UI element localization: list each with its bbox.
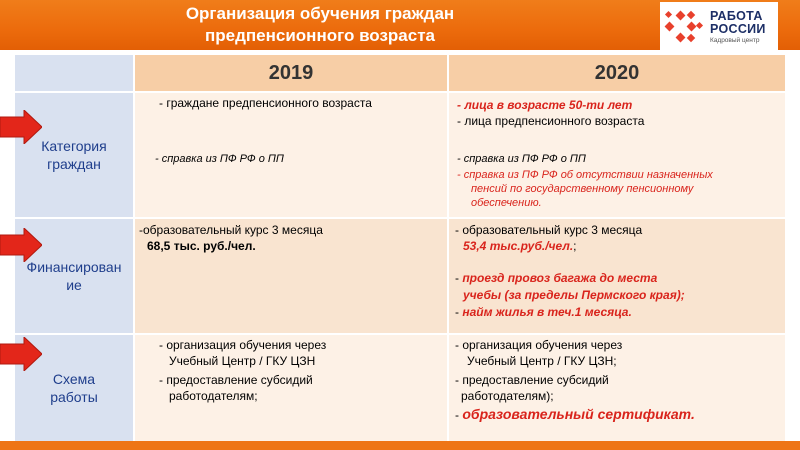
logo-text-line-2: РОССИИ [710, 22, 766, 36]
cell-text: 68,5 тыс. руб./чел. [147, 239, 256, 253]
certificate-text: образовательный сертификат. [462, 406, 695, 422]
cell-category-2019 [135, 93, 447, 217]
cell-text: работодателям; [169, 389, 258, 403]
cell-text: - образовательный курс 3 месяца [455, 223, 643, 237]
cell-text: - лица предпенсионного возраста [457, 114, 645, 128]
red-arrow-icon [0, 337, 42, 371]
cell-text [455, 407, 695, 423]
cell-text [463, 239, 577, 254]
cell-text: Учебный Центр / ГКУ ЦЗН; [467, 354, 617, 368]
cell-text: - справка из ПФ РФ о ПП [457, 153, 586, 165]
cell-text: -образовательный курс 3 месяца [139, 223, 323, 237]
financing-2020-amount: 53,4 тыс.руб./чел. [463, 239, 574, 253]
rabota-rossii-logo [660, 2, 778, 50]
logo-mark-icon [664, 8, 704, 46]
red-arrow-icon [0, 110, 42, 144]
cell-text: работодателям); [461, 389, 554, 403]
row-label-category-text: Категория граждан [41, 138, 107, 172]
cell-text: - справка из ПФ РФ о ПП [155, 153, 284, 165]
travel-text: проезд провоз багажа до места [462, 271, 658, 285]
cell-text: - лица в возрасте 50-ти лет [457, 98, 633, 112]
cell-financing-2020 [449, 219, 785, 333]
logo-text-line-1: РАБОТА [710, 9, 763, 23]
cell-text: учебы (за пределы Пермского края); [463, 288, 685, 302]
cell-text: - организация обучения через [159, 338, 327, 352]
logo-text-line-3: Кадровый центр [710, 37, 760, 44]
financing-2020-semicolon: ; [573, 239, 577, 253]
bottom-strip [0, 441, 800, 450]
cell-text [455, 305, 632, 320]
title-line-2: предпенсионного возраста [205, 26, 435, 45]
comparison-table [15, 55, 785, 441]
page-title [150, 3, 490, 47]
year-header-2020: 2020 [449, 55, 785, 91]
cell-financing-2019 [135, 219, 447, 333]
table-corner [15, 55, 133, 91]
row-label-financing-text: Финансирование [26, 259, 122, 293]
dash: - [455, 408, 459, 422]
cell-category-2020 [449, 93, 785, 217]
year-header-2019: 2019 [135, 55, 447, 91]
cell-text: - организация обучения через [455, 338, 623, 352]
cell-text: Учебный Центр / ГКУ ЦЗН [169, 354, 316, 368]
red-arrow-icon [0, 228, 42, 262]
cell-scheme-2019 [135, 335, 447, 441]
cell-text: - справка из ПФ РФ об отсутствии назначенных [457, 169, 713, 181]
cell-text: - предоставление субсидий [159, 373, 313, 387]
cell-text [455, 271, 657, 286]
title-line-1: Организация обучения граждан [185, 4, 455, 23]
cell-text: пенсий по государственному пенсионному [471, 183, 694, 195]
cell-text: - предоставление субсидий [455, 373, 609, 387]
housing-text: найм жилья в теч.1 месяца. [462, 305, 632, 319]
cell-text: - граждане предпенсионного возраста [159, 96, 372, 110]
dash: - [455, 271, 459, 285]
cell-scheme-2020 [449, 335, 785, 441]
row-label-scheme-text: Схема работы [50, 371, 98, 405]
dash: - [455, 305, 459, 319]
cell-text: обеспечению. [471, 197, 542, 209]
